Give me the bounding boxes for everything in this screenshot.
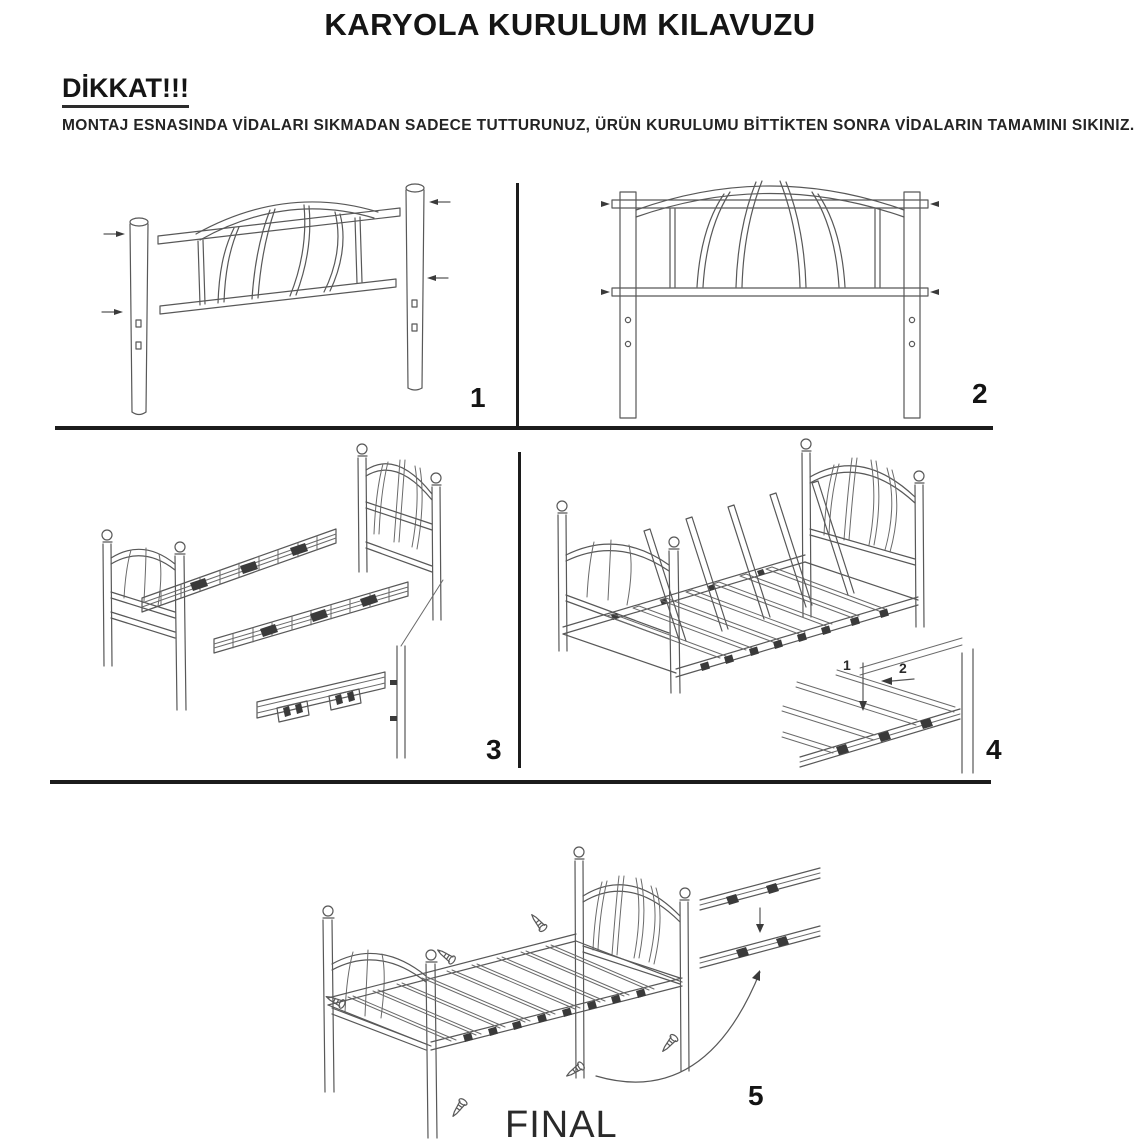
divider-vertical-step3-4: [518, 452, 521, 768]
attach-arrow-left-top-icon: [104, 231, 125, 237]
divider-horizontal-bottom: [50, 780, 991, 784]
attach-arrow-right-bottom-icon: [427, 275, 448, 281]
step-2-number: 2: [972, 378, 988, 409]
side-rail-upper: [142, 529, 336, 612]
screw-icon: [324, 993, 346, 1010]
headboard-spindles: [670, 181, 880, 287]
step-3-number: 3: [486, 734, 502, 765]
screw-icons: [324, 912, 679, 1119]
page-title: KARYOLA KURULUM KILAVUZU: [324, 7, 816, 42]
right-post: [406, 184, 424, 390]
rail-detail-inset: [596, 868, 820, 1082]
attach-arrow-left-bottom-icon: [102, 309, 123, 315]
bed-frame-rails: [563, 555, 918, 677]
warning-heading: DİKKAT!!!: [62, 74, 189, 108]
step-4-diagram: [530, 435, 1012, 775]
standing-slats: [644, 481, 854, 643]
headboard-grill: [158, 202, 400, 314]
screw-icon: [564, 1061, 586, 1080]
left-post: [130, 218, 148, 415]
step-1-number: 1: [470, 382, 486, 413]
step-5-number: 5: [748, 1080, 764, 1111]
laid-slats: [348, 945, 654, 1041]
headboard-arch: [636, 186, 904, 217]
screw-icon: [528, 912, 548, 933]
screw-icon: [435, 946, 457, 965]
inset-arrow-down-icon: [859, 663, 867, 711]
side-rail-lower: [214, 582, 408, 653]
inset-arrow-left-icon: [881, 677, 914, 685]
inset-small-arrow-icon: [756, 908, 764, 933]
rail-end-arrow-icons: [601, 201, 939, 295]
attach-arrow-right-top-icon: [429, 199, 450, 205]
slat-placement-inset: [782, 638, 973, 773]
step4-inset-label-2: 2: [899, 660, 907, 676]
step-4-number: 4: [986, 734, 1002, 765]
step-2-diagram: [530, 168, 1000, 424]
warning-text: MONTAJ ESNASINDA VİDALARI SIKMADAN SADECE TUTTURUNUZ, ÜRÜN KURULUMU BİTTİKTEN SONRA VİDALARIN TAMAMINI SIKINIZ.: [62, 117, 1135, 134]
footboard: [102, 530, 186, 710]
footboard: [323, 906, 437, 1138]
step4-inset-label-1: 1: [843, 657, 851, 673]
step-1-diagram: [58, 172, 520, 428]
headboard: [801, 439, 924, 627]
footboard: [557, 501, 680, 693]
screw-icon: [449, 1097, 468, 1119]
screw-icon: [659, 1033, 679, 1054]
step-3-diagram: [45, 440, 517, 772]
final-label: FINAL: [505, 1104, 618, 1140]
step-5-diagram: [120, 840, 822, 1140]
